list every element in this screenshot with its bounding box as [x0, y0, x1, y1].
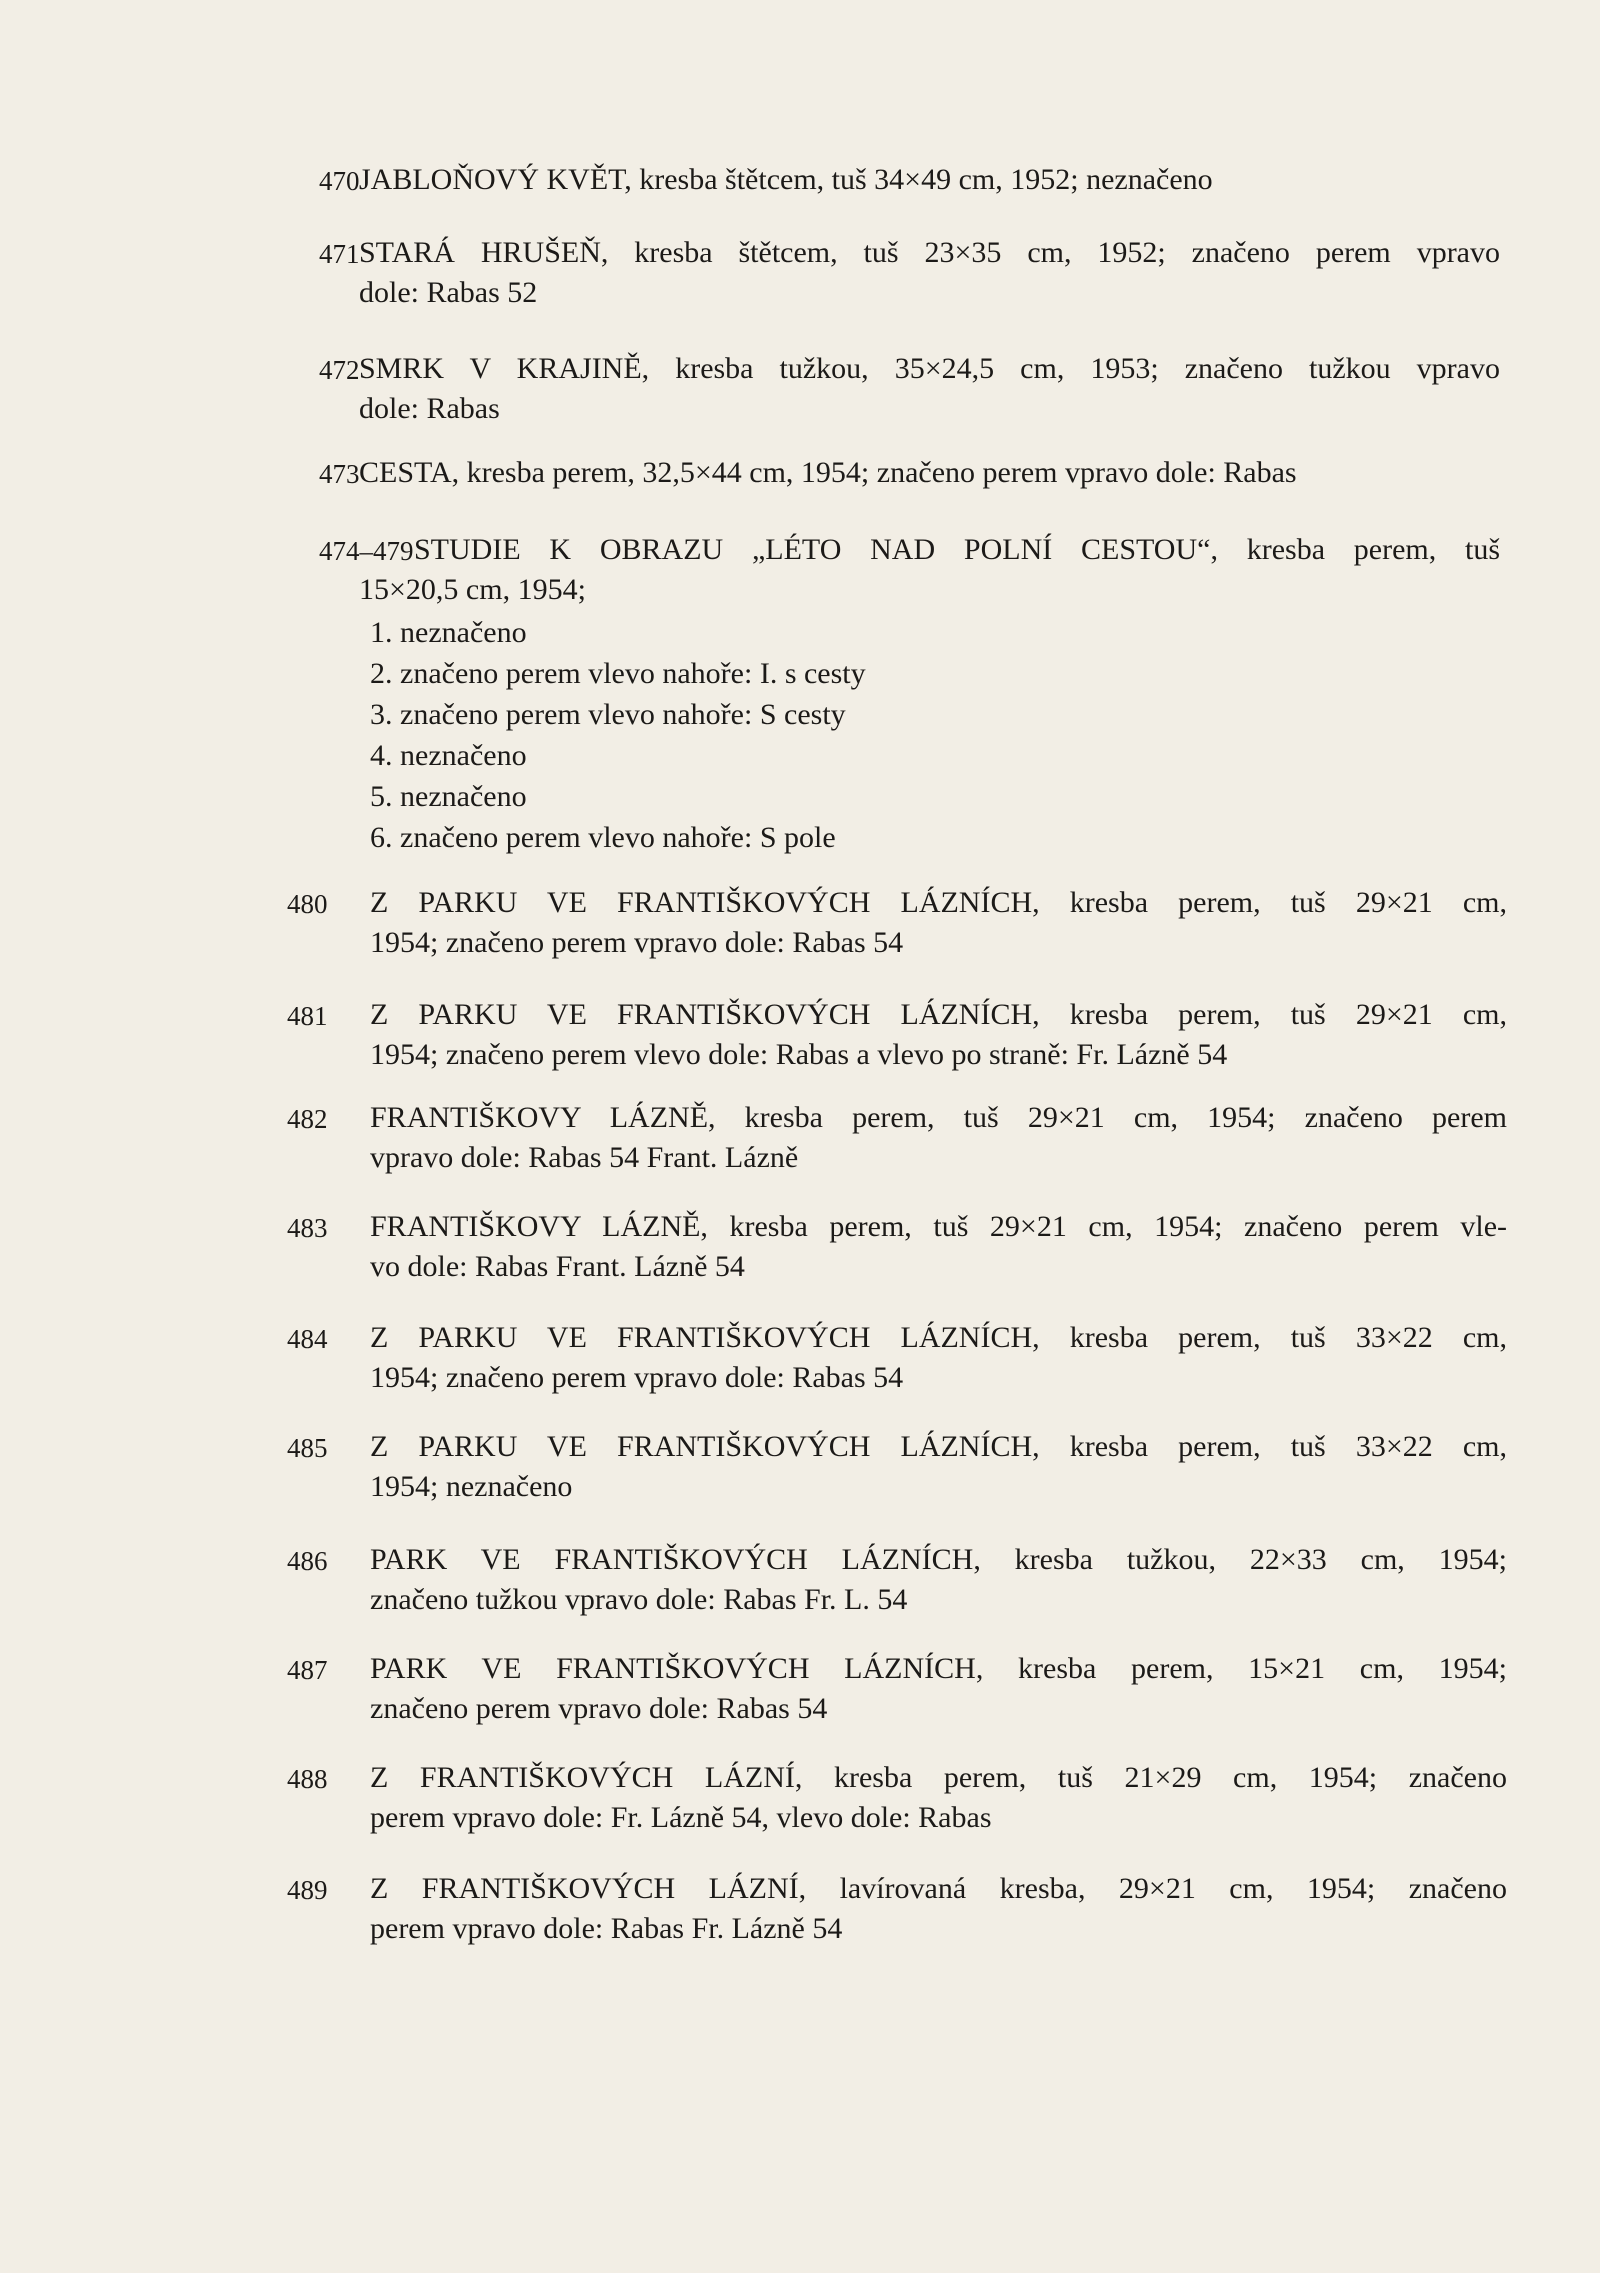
entry-text-line: 1954; značeno perem vpravo dole: Rabas 54	[370, 1361, 904, 1394]
entry-text-line: vo dole: Rabas Frant. Lázně 54	[370, 1250, 745, 1283]
entry-number: 480	[287, 889, 328, 919]
entry-text-line: vpravo dole: Rabas 54 Frant. Lázně	[370, 1141, 799, 1174]
entry-text-line: značeno perem vpravo dole: Rabas 54	[370, 1692, 828, 1725]
entry-number: 471	[319, 239, 360, 269]
entry-text-line: 1954; značeno perem vpravo dole: Rabas 54	[370, 926, 904, 959]
sub-item: 4. neznačeno	[370, 739, 527, 772]
entry-number: 489	[287, 1875, 328, 1905]
entry-text-line: STUDIE K OBRAZU „LÉTO NAD POLNÍ CESTOU“, kresba perem, tuš	[414, 533, 1500, 566]
sub-item: 3. značeno perem vlevo nahoře: S cesty	[370, 698, 846, 731]
entry-text-line: dole: Rabas	[359, 392, 500, 425]
sub-item: 5. neznačeno	[370, 780, 527, 813]
entry-text-line: Z PARKU VE FRANTIŠKOVÝCH LÁZNÍCH, kresba perem, tuš 33×22 cm,	[370, 1321, 1507, 1354]
entry-text-line: Z FRANTIŠKOVÝCH LÁZNÍ, lavírovaná kresba, 29×21 cm, 1954; značeno	[370, 1872, 1507, 1905]
entry-number: 474–479	[319, 536, 414, 566]
entry-number: 488	[287, 1764, 328, 1794]
entry-text-line: FRANTIŠKOVY LÁZNĚ, kresba perem, tuš 29×21 cm, 1954; značeno perem	[370, 1101, 1507, 1134]
entry-number: 486	[287, 1546, 328, 1576]
entry-text-line: Z PARKU VE FRANTIŠKOVÝCH LÁZNÍCH, kresba perem, tuš 29×21 cm,	[370, 998, 1507, 1031]
entry-text-line: 1954; neznačeno	[370, 1470, 573, 1503]
sub-item: 1. neznačeno	[370, 616, 527, 649]
entry-number: 487	[287, 1655, 328, 1685]
entry-text-line: Z PARKU VE FRANTIŠKOVÝCH LÁZNÍCH, kresba perem, tuš 29×21 cm,	[370, 886, 1507, 919]
sub-item: 6. značeno perem vlevo nahoře: S pole	[370, 821, 836, 854]
entry-text-line: FRANTIŠKOVY LÁZNĚ, kresba perem, tuš 29×21 cm, 1954; značeno perem vle-	[370, 1210, 1507, 1243]
entry-number: 485	[287, 1433, 328, 1463]
entry-number: 481	[287, 1001, 328, 1031]
entry-number: 484	[287, 1324, 328, 1354]
entry-text-line: perem vpravo dole: Rabas Fr. Lázně 54	[370, 1912, 843, 1945]
entry-text-line: dole: Rabas 52	[359, 276, 538, 309]
entry-number: 483	[287, 1213, 328, 1243]
entry-text-line: PARK VE FRANTIŠKOVÝCH LÁZNÍCH, kresba perem, 15×21 cm, 1954;	[370, 1652, 1507, 1685]
entry-text-line: 15×20,5 cm, 1954;	[359, 573, 586, 606]
entry-number: 472	[319, 355, 360, 385]
entry-text-line: 1954; značeno perem vlevo dole: Rabas a vlevo po straně: Fr. Lázně 54	[370, 1038, 1228, 1071]
entry-text-line: perem vpravo dole: Fr. Lázně 54, vlevo dole: Rabas	[370, 1801, 992, 1834]
entry-number: 473	[319, 459, 360, 489]
entry-text-line: CESTA, kresba perem, 32,5×44 cm, 1954; značeno perem vpravo dole: Rabas	[359, 456, 1297, 489]
entry-text-line: značeno tužkou vpravo dole: Rabas Fr. L. 54	[370, 1583, 908, 1616]
entry-number: 482	[287, 1104, 328, 1134]
entry-text-line: Z PARKU VE FRANTIŠKOVÝCH LÁZNÍCH, kresba perem, tuš 33×22 cm,	[370, 1430, 1507, 1463]
entry-number: 470	[319, 166, 360, 196]
entry-text-line: Z FRANTIŠKOVÝCH LÁZNÍ, kresba perem, tuš 21×29 cm, 1954; značeno	[370, 1761, 1507, 1794]
entry-text-line: SMRK V KRAJINĚ, kresba tužkou, 35×24,5 cm, 1953; značeno tužkou vpravo	[359, 352, 1500, 385]
entry-text-line: STARÁ HRUŠEŇ, kresba štětcem, tuš 23×35 cm, 1952; značeno perem vpravo	[359, 236, 1500, 269]
sub-item: 2. značeno perem vlevo nahoře: I. s cesty	[370, 657, 866, 690]
entry-text-line: JABLOŇOVÝ KVĚT, kresba štětcem, tuš 34×49 cm, 1952; neznačeno	[359, 163, 1213, 196]
entry-text-line: PARK VE FRANTIŠKOVÝCH LÁZNÍCH, kresba tužkou, 22×33 cm, 1954;	[370, 1543, 1507, 1576]
